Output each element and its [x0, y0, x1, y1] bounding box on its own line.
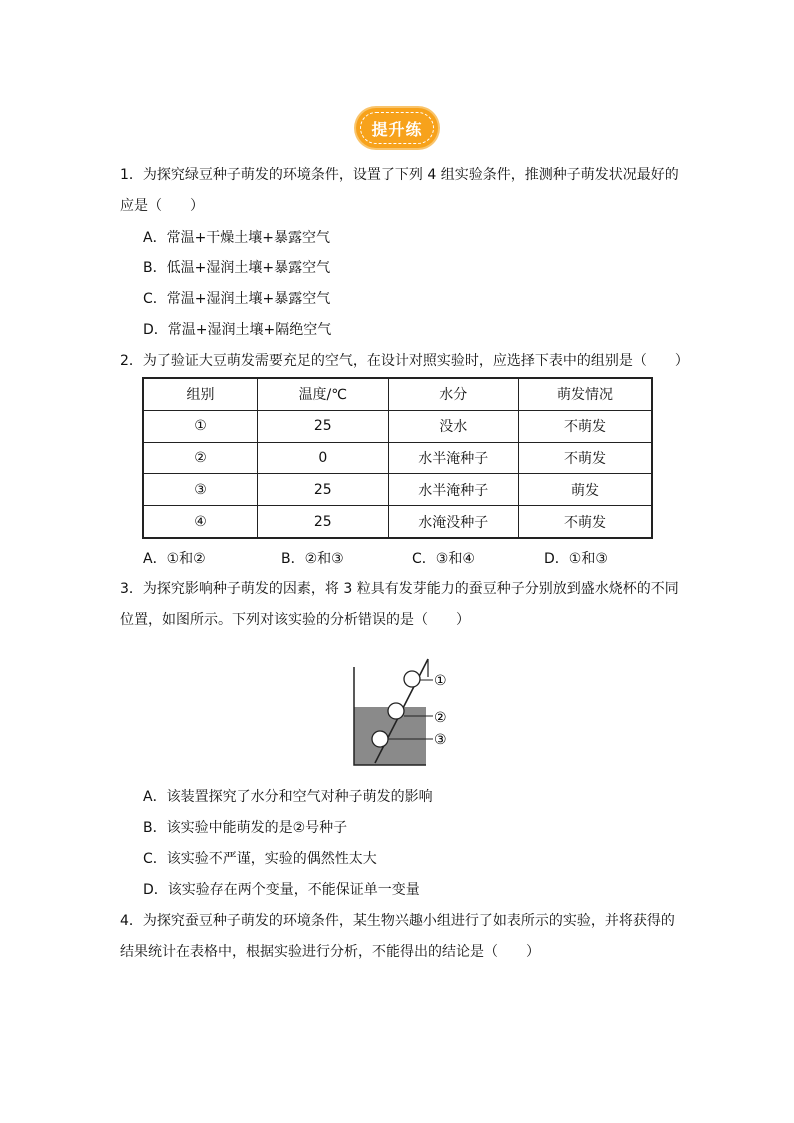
table-cell: 25 [258, 410, 389, 442]
q3-option-a: A．该装置探究了水分和空气对种子萌发的影响 [143, 789, 433, 805]
q1-stem-line1: 1．为探究绿豆种子萌发的环境条件，设置了下列 4 组实验条件，推测种子萌发状况最好的 [120, 167, 679, 183]
table-cell: 不萌发 [519, 410, 652, 442]
q1-stem-line2: 应是（ ） [120, 198, 204, 214]
q2-option-c: C．③和④ [412, 551, 475, 567]
table-row [143, 474, 652, 506]
header-cell: 萌发情况 [519, 378, 652, 410]
label-3: ③ [434, 732, 447, 748]
q2-option-b: B．②和③ [281, 551, 344, 567]
table-row [143, 410, 652, 442]
q2-option-a: A．①和② [143, 551, 206, 567]
table-cell: 没水 [388, 410, 518, 442]
table-cell: ② [143, 442, 258, 474]
table-cell: ① [143, 410, 258, 442]
q2-stem: 2．为了验证大豆萌发需要充足的空气，在设计对照实验时，应选择下表中的组别是（ ） [120, 353, 689, 369]
table-cell: 不萌发 [519, 506, 652, 539]
table-cell: ④ [143, 506, 258, 539]
q2-options [143, 548, 683, 568]
table-cell: 水淹没种子 [388, 506, 518, 539]
header-cell: 组别 [143, 378, 258, 410]
q1-option-c: C．常温+湿润土壤+暴露空气 [143, 291, 331, 307]
q1-option-a: A．常温+干燥土壤+暴露空气 [143, 230, 331, 246]
table-cell: 水半淹种子 [388, 474, 518, 506]
table-cell: ③ [143, 474, 258, 506]
seed-3 [372, 731, 388, 747]
q1-option-d: D．常温+湿润土壤+隔绝空气 [143, 322, 332, 338]
header-cell: 温度/℃ [258, 378, 389, 410]
table-row [143, 506, 652, 539]
label-2: ② [434, 710, 447, 726]
q3-stem-line1: 3．为探究影响种子萌发的因素，将 3 粒具有发芽能力的蚕豆种子分别放到盛水烧杯的不同 [120, 581, 679, 597]
q3-stem-line2: 位置，如图所示。下列对该实验的分析错误的是（ ） [120, 612, 470, 628]
section-badge-label: 提升练 [360, 112, 434, 144]
section-badge [356, 108, 438, 148]
q4-stem-line1: 4．为探究蚕豆种子萌发的环境条件，某生物兴趣小组进行了如表所示的实验，并将获得的 [120, 913, 675, 929]
table-row [143, 442, 652, 474]
seed-1 [404, 671, 420, 687]
table-cell: 不萌发 [519, 442, 652, 474]
q4-stem-line2: 结果统计在表格中，根据实验进行分析，不能得出的结论是（ ） [120, 944, 540, 960]
table-cell: 0 [258, 442, 389, 474]
q1-option-b: B．低温+湿润土壤+暴露空气 [143, 260, 331, 276]
header-cell: 水分 [388, 378, 518, 410]
beaker-seed-figure [340, 645, 460, 770]
label-1: ① [434, 673, 447, 689]
table-cell: 萌发 [519, 474, 652, 506]
q2-option-d: D．①和③ [544, 551, 608, 567]
seed-2 [388, 703, 404, 719]
q2-experiment-table [142, 377, 653, 539]
table-cell: 25 [258, 474, 389, 506]
q3-option-b: B．该实验中能萌发的是②号种子 [143, 820, 348, 836]
table-header-row [143, 378, 652, 410]
q3-option-d: D．该实验存在两个变量，不能保证单一变量 [143, 882, 420, 898]
table-cell: 水半淹种子 [388, 442, 518, 474]
table-cell: 25 [258, 506, 389, 539]
q3-option-c: C．该实验不严谨，实验的偶然性太大 [143, 851, 377, 867]
